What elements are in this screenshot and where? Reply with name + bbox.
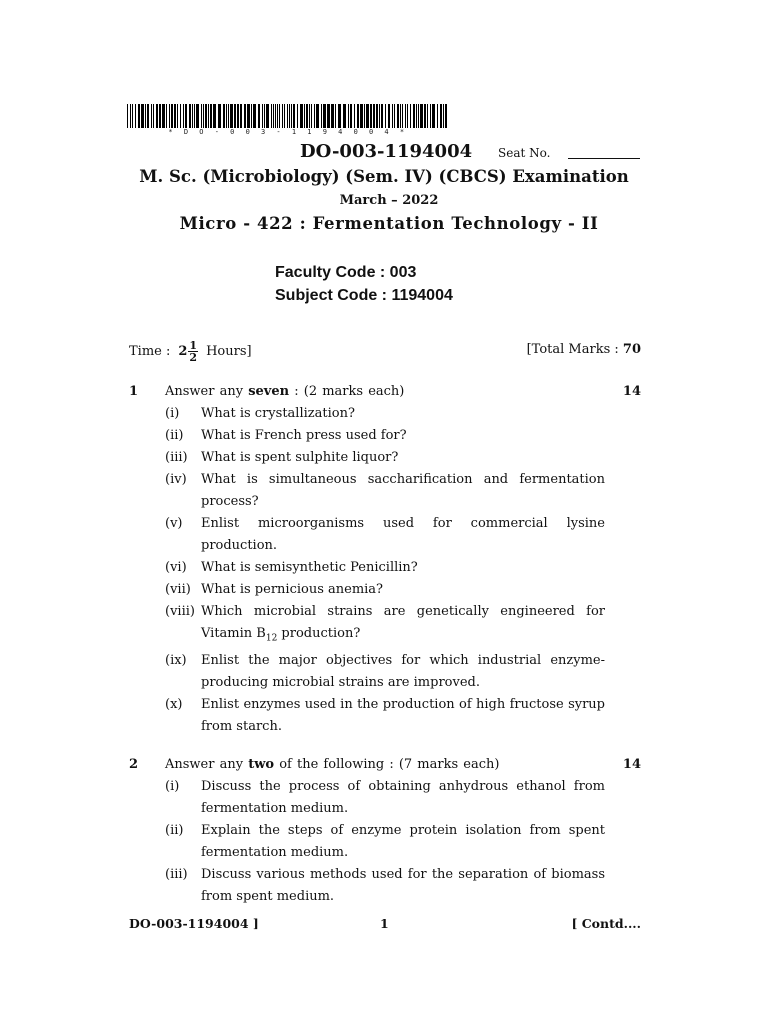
subquestion-number: (vi)	[165, 560, 187, 575]
question-2-instruction-post: of the following : (7 marks each)	[279, 757, 500, 772]
footer-continued: [ Contd....	[571, 916, 641, 931]
subquestion-text: What is French press used for?	[201, 428, 407, 443]
subquestion-text: What is simultaneous saccharification and fermentation process?	[201, 472, 605, 509]
q1-subquestion	[165, 579, 605, 601]
subquestion-text: Enlist the major objectives for which industrial enzyme-producing microbial strains are improved.	[201, 652, 605, 690]
q1-subquestion	[165, 694, 605, 738]
q2-subquestion	[165, 776, 605, 820]
question-2-instruction-pre: Answer any	[165, 757, 244, 772]
time-fraction-denominator: 2	[189, 351, 198, 364]
subquestion-number: (iii)	[165, 450, 188, 465]
seat-number-blank	[568, 158, 640, 159]
question-1-instruction-post: : (2 marks each)	[294, 384, 405, 399]
subquestion-text: Which microbial strains are genetically engineered for Vitamin $B_{12}$ production?	[201, 604, 605, 644]
total-marks	[527, 342, 641, 357]
q1-subquestion	[165, 513, 605, 557]
subquestion-number: (ii)	[165, 823, 184, 838]
subject-code: Subject Code : 1194004	[275, 287, 453, 304]
barcode-caption: * D O - 0 0 3 - 1 1 9 4 0 0 4 *	[168, 128, 408, 136]
subquestion-number: (viii)	[165, 604, 195, 619]
faculty-code: Faculty Code : 003	[275, 264, 417, 281]
subquestion-text: Discuss various methods used for the separation of biomass from spent medium.	[201, 867, 605, 904]
subquestion-text: Explain the steps of enzyme protein isolation from spent fermentation medium.	[201, 823, 605, 860]
subquestion-text: What is semisynthetic Penicillin?	[201, 560, 418, 575]
footer-page-number: 1	[380, 916, 389, 931]
q1-subquestion	[165, 447, 605, 469]
question-2-subquestions	[165, 776, 605, 908]
subquestion-number: (iv)	[165, 472, 187, 487]
footer-paper-code: DO-003-1194004 ]	[129, 916, 259, 931]
time-allowed	[129, 340, 252, 363]
q2-subquestion	[165, 820, 605, 864]
subquestion-text: Enlist enzymes used in the production of high fructose syrup from starch.	[201, 696, 605, 734]
exam-title: M. Sc. (Microbiology) (Sem. IV) (CBCS) Examination	[139, 167, 629, 186]
subquestion-number: (i)	[165, 406, 180, 421]
subquestion-number: (vii)	[165, 582, 191, 597]
subquestion-text: Discuss the process of obtaining anhydrous ethanol from fermentation medium.	[201, 779, 605, 816]
question-1-subquestions	[165, 403, 605, 738]
barcode-image	[127, 104, 449, 128]
q1-subquestion	[165, 469, 605, 513]
subquestion-text: What is spent sulphite liquor?	[201, 450, 399, 465]
codes-block	[275, 261, 453, 307]
subquestion-text: What is pernicious anemia?	[201, 582, 384, 597]
time-whole: 2	[178, 344, 188, 359]
total-marks-label: [Total Marks :	[526, 342, 619, 357]
exam-date: March – 2022	[339, 193, 439, 208]
subquestion-number: (ix)	[165, 652, 187, 668]
question-2-marks: 14	[622, 757, 641, 772]
q1-subquestion	[165, 601, 605, 650]
total-marks-value: 70	[622, 342, 641, 357]
q1-subquestion	[165, 557, 605, 579]
subquestion-text: What is crystallization?	[201, 406, 355, 421]
question-2-instruction-count: two	[248, 757, 275, 772]
time-fraction-numerator: 1	[189, 339, 198, 352]
paper-code-line	[0, 141, 768, 167]
subquestion-text: Enlist microorganisms used for commercial lysine production.	[201, 516, 605, 553]
subquestion-number: (x)	[165, 696, 183, 712]
time-fraction	[188, 340, 198, 363]
question-2-number: 2	[129, 757, 139, 772]
q1-subquestion	[165, 650, 605, 694]
seat-number-label: Seat No.	[498, 146, 551, 160]
question-1-marks: 14	[622, 384, 641, 399]
subquestion-number: (v)	[165, 516, 183, 531]
question-1-number: 1	[129, 384, 139, 399]
subquestion-number: (i)	[165, 779, 180, 794]
paper-code: DO-003-1194004	[300, 141, 473, 162]
question-1-instruction-count: seven	[248, 384, 290, 399]
question-2-instruction	[165, 757, 499, 772]
q2-subquestion	[165, 864, 605, 908]
q1-subquestion	[165, 425, 605, 447]
subquestion-number: (ii)	[165, 428, 184, 443]
time-unit: Hours]	[206, 344, 252, 359]
question-1-instruction-pre: Answer any	[165, 384, 244, 399]
time-label: Time :	[129, 344, 171, 359]
question-1-instruction	[165, 384, 404, 399]
q1-subquestion	[165, 403, 605, 425]
course-title: Micro - 422 : Fermentation Technology - II	[179, 214, 599, 233]
subquestion-number: (iii)	[165, 867, 188, 882]
